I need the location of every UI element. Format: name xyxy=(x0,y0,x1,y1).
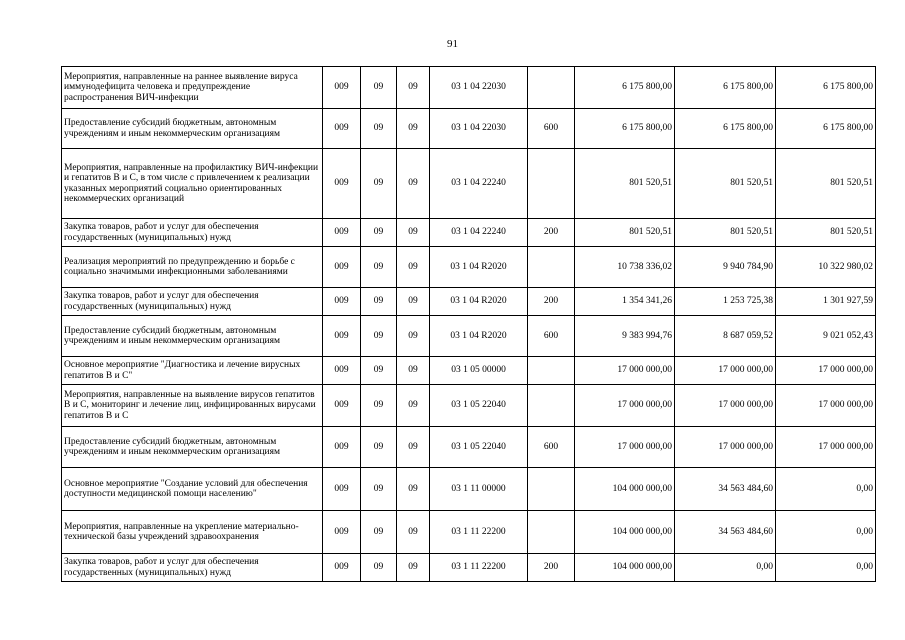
subsection-code: 09 xyxy=(397,288,430,316)
row-name: Закупка товаров, работ и услуг для обеспечения государственных (муниципальных) нужд xyxy=(62,554,323,582)
subsection-code: 09 xyxy=(397,357,430,385)
subsection-code: 09 xyxy=(397,219,430,247)
target-code: 03 1 11 22200 xyxy=(430,511,528,554)
sum-year-3: 1 301 927,59 xyxy=(776,288,876,316)
page-number: 91 xyxy=(447,38,458,50)
table-row xyxy=(62,149,876,219)
subsection-code: 09 xyxy=(397,149,430,219)
section-code: 09 xyxy=(361,149,397,219)
budget-table xyxy=(61,66,876,582)
sum-year-1: 104 000 000,00 xyxy=(575,468,675,511)
ministry-code: 009 xyxy=(323,468,361,511)
sum-year-1: 104 000 000,00 xyxy=(575,554,675,582)
section-code: 09 xyxy=(361,427,397,468)
sum-year-1: 801 520,51 xyxy=(575,219,675,247)
expense-type xyxy=(528,511,575,554)
sum-year-3: 17 000 000,00 xyxy=(776,385,876,427)
sum-year-2: 34 563 484,60 xyxy=(675,468,776,511)
subsection-code: 09 xyxy=(397,511,430,554)
target-code: 03 1 04 22240 xyxy=(430,219,528,247)
sum-year-2: 0,00 xyxy=(675,554,776,582)
table-row xyxy=(62,357,876,385)
row-name: Мероприятия, направленные на укрепление материально-технической базы учреждений здравоохранения xyxy=(62,511,323,554)
target-code: 03 1 11 00000 xyxy=(430,468,528,511)
table-row xyxy=(62,468,876,511)
table-row xyxy=(62,427,876,468)
subsection-code: 09 xyxy=(397,109,430,149)
sum-year-3: 10 322 980,02 xyxy=(776,247,876,288)
expense-type xyxy=(528,247,575,288)
row-name: Мероприятия, направленные на выявление вирусов гепатитов В и С, мониторинг и лечение лиц, инфицированных вирусами гепатитов В и С xyxy=(62,385,323,427)
section-code: 09 xyxy=(361,468,397,511)
table-row xyxy=(62,109,876,149)
expense-type xyxy=(528,67,575,109)
ministry-code: 009 xyxy=(323,357,361,385)
sum-year-1: 17 000 000,00 xyxy=(575,427,675,468)
sum-year-1: 10 738 336,02 xyxy=(575,247,675,288)
sum-year-2: 17 000 000,00 xyxy=(675,385,776,427)
subsection-code: 09 xyxy=(397,316,430,357)
expense-type xyxy=(528,468,575,511)
expense-type xyxy=(528,149,575,219)
row-name: Основное мероприятие "Создание условий для обеспечения доступности медицинской помощи населению" xyxy=(62,468,323,511)
sum-year-1: 17 000 000,00 xyxy=(575,357,675,385)
sum-year-3: 6 175 800,00 xyxy=(776,67,876,109)
table-row xyxy=(62,288,876,316)
section-code: 09 xyxy=(361,219,397,247)
expense-type: 600 xyxy=(528,316,575,357)
target-code: 03 1 04 R2020 xyxy=(430,316,528,357)
ministry-code: 009 xyxy=(323,219,361,247)
ministry-code: 009 xyxy=(323,511,361,554)
row-name: Мероприятия, направленные на профилактику ВИЧ-инфекции и гепатитов В и С, в том числе с привлечением к реализации указанных мероприятий социально ориентированных некоммерческих организаций xyxy=(62,149,323,219)
target-code: 03 1 11 22200 xyxy=(430,554,528,582)
subsection-code: 09 xyxy=(397,385,430,427)
row-name: Закупка товаров, работ и услуг для обеспечения государственных (муниципальных) нужд xyxy=(62,288,323,316)
target-code: 03 1 05 22040 xyxy=(430,385,528,427)
table-row xyxy=(62,247,876,288)
sum-year-3: 801 520,51 xyxy=(776,149,876,219)
sum-year-2: 6 175 800,00 xyxy=(675,109,776,149)
section-code: 09 xyxy=(361,385,397,427)
section-code: 09 xyxy=(361,247,397,288)
expense-type: 200 xyxy=(528,554,575,582)
row-name: Закупка товаров, работ и услуг для обеспечения государственных (муниципальных) нужд xyxy=(62,219,323,247)
table-row xyxy=(62,385,876,427)
row-name: Реализация мероприятий по предупреждению и борьбе с социально значимыми инфекционными заболеваниями xyxy=(62,247,323,288)
sum-year-2: 17 000 000,00 xyxy=(675,427,776,468)
sum-year-1: 1 354 341,26 xyxy=(575,288,675,316)
subsection-code: 09 xyxy=(397,468,430,511)
subsection-code: 09 xyxy=(397,247,430,288)
ministry-code: 009 xyxy=(323,67,361,109)
target-code: 03 1 04 R2020 xyxy=(430,247,528,288)
table-row xyxy=(62,511,876,554)
sum-year-3: 801 520,51 xyxy=(776,219,876,247)
section-code: 09 xyxy=(361,109,397,149)
section-code: 09 xyxy=(361,288,397,316)
sum-year-3: 6 175 800,00 xyxy=(776,109,876,149)
ministry-code: 009 xyxy=(323,554,361,582)
ministry-code: 009 xyxy=(323,316,361,357)
sum-year-3: 0,00 xyxy=(776,468,876,511)
sum-year-3: 17 000 000,00 xyxy=(776,427,876,468)
sum-year-1: 9 383 994,76 xyxy=(575,316,675,357)
target-code: 03 1 05 22040 xyxy=(430,427,528,468)
row-name: Мероприятия, направленные на раннее выявление вируса иммунодефицита человека и предупреждение распространения ВИЧ-инфекции xyxy=(62,67,323,109)
sum-year-2: 801 520,51 xyxy=(675,149,776,219)
expense-type: 600 xyxy=(528,109,575,149)
target-code: 03 1 04 R2020 xyxy=(430,288,528,316)
row-name: Предоставление субсидий бюджетным, автономным учреждениям и иным некоммерческим организациям xyxy=(62,427,323,468)
sum-year-2: 6 175 800,00 xyxy=(675,67,776,109)
ministry-code: 009 xyxy=(323,427,361,468)
section-code: 09 xyxy=(361,357,397,385)
target-code: 03 1 04 22030 xyxy=(430,67,528,109)
subsection-code: 09 xyxy=(397,554,430,582)
table-row xyxy=(62,316,876,357)
row-name: Основное мероприятие "Диагностика и лечение вирусных гепатитов В и С" xyxy=(62,357,323,385)
row-name: Предоставление субсидий бюджетным, автономным учреждениям и иным некоммерческим организациям xyxy=(62,316,323,357)
sum-year-1: 17 000 000,00 xyxy=(575,385,675,427)
sum-year-2: 34 563 484,60 xyxy=(675,511,776,554)
expense-type xyxy=(528,385,575,427)
expense-type: 600 xyxy=(528,427,575,468)
table-row xyxy=(62,67,876,109)
ministry-code: 009 xyxy=(323,109,361,149)
table-row xyxy=(62,219,876,247)
sum-year-2: 801 520,51 xyxy=(675,219,776,247)
expense-type xyxy=(528,357,575,385)
sum-year-2: 1 253 725,38 xyxy=(675,288,776,316)
row-name: Предоставление субсидий бюджетным, автономным учреждениям и иным некоммерческим организациям xyxy=(62,109,323,149)
sum-year-3: 0,00 xyxy=(776,554,876,582)
sum-year-2: 8 687 059,52 xyxy=(675,316,776,357)
expense-type: 200 xyxy=(528,219,575,247)
sum-year-1: 801 520,51 xyxy=(575,149,675,219)
ministry-code: 009 xyxy=(323,149,361,219)
subsection-code: 09 xyxy=(397,67,430,109)
subsection-code: 09 xyxy=(397,427,430,468)
ministry-code: 009 xyxy=(323,385,361,427)
target-code: 03 1 05 00000 xyxy=(430,357,528,385)
expense-type: 200 xyxy=(528,288,575,316)
sum-year-1: 104 000 000,00 xyxy=(575,511,675,554)
sum-year-3: 9 021 052,43 xyxy=(776,316,876,357)
sum-year-3: 17 000 000,00 xyxy=(776,357,876,385)
table-row xyxy=(62,554,876,582)
sum-year-1: 6 175 800,00 xyxy=(575,109,675,149)
ministry-code: 009 xyxy=(323,247,361,288)
target-code: 03 1 04 22030 xyxy=(430,109,528,149)
section-code: 09 xyxy=(361,554,397,582)
sum-year-3: 0,00 xyxy=(776,511,876,554)
sum-year-2: 9 940 784,90 xyxy=(675,247,776,288)
sum-year-1: 6 175 800,00 xyxy=(575,67,675,109)
section-code: 09 xyxy=(361,67,397,109)
section-code: 09 xyxy=(361,511,397,554)
sum-year-2: 17 000 000,00 xyxy=(675,357,776,385)
target-code: 03 1 04 22240 xyxy=(430,149,528,219)
ministry-code: 009 xyxy=(323,288,361,316)
section-code: 09 xyxy=(361,316,397,357)
